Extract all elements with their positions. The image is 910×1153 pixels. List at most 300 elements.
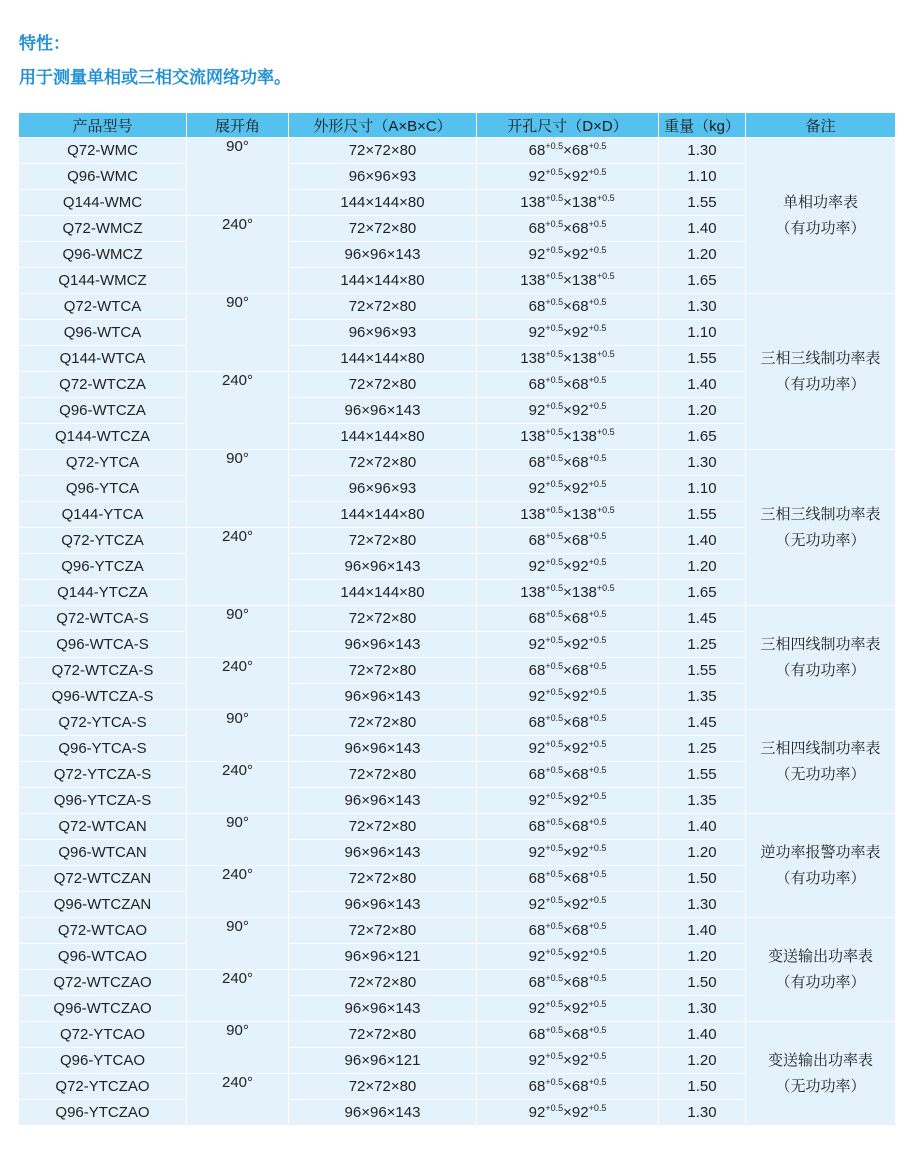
cutout-d1: 68 (528, 870, 546, 887)
cutout-d1: 68 (528, 298, 546, 315)
cutout-d2: 92 (571, 168, 589, 185)
table-row (19, 1022, 896, 1048)
model-cell: Q72-YTCA (19, 450, 187, 476)
tolerance-sup: +0.5 (588, 1025, 607, 1035)
cutout-d2: 68 (571, 376, 589, 393)
times-sign: × (563, 350, 572, 367)
cutout-d2: 138 (571, 428, 597, 445)
angle-cell: 240° (187, 658, 289, 710)
cutout-d2: 92 (571, 948, 589, 965)
dimension-cell: 72×72×80 (289, 1022, 477, 1048)
cutout-cell (477, 398, 659, 424)
model-cell: Q96-WTCZA (19, 398, 187, 424)
times-sign: × (563, 428, 572, 445)
dimension-cell: 72×72×80 (289, 528, 477, 554)
cutout-d2: 138 (571, 350, 597, 367)
angle-cell: 90° (187, 1022, 289, 1074)
model-cell: Q72-YTCZAO (19, 1074, 187, 1100)
model-cell: Q72-WTCA (19, 294, 187, 320)
model-cell: Q72-WTCAO (19, 918, 187, 944)
cutout-cell (477, 944, 659, 970)
model-cell: Q72-WTCZA (19, 372, 187, 398)
times-sign: × (563, 610, 572, 627)
note-cell (746, 1022, 896, 1126)
tolerance-sup: +0.5 (545, 323, 564, 333)
cutout-d2: 92 (571, 480, 589, 497)
weight-cell: 1.55 (659, 190, 746, 216)
angle-cell: 240° (187, 970, 289, 1022)
dimension-cell: 96×96×93 (289, 320, 477, 346)
header-angle: 展开角 (187, 113, 289, 138)
weight-cell: 1.10 (659, 476, 746, 502)
cutout-cell (477, 1100, 659, 1126)
cutout-d1: 138 (520, 194, 546, 211)
note-line: 变送输出功率表 (767, 947, 873, 965)
cutout-d2: 68 (571, 922, 589, 939)
note-cell (746, 918, 896, 1022)
cutout-cell (477, 268, 659, 294)
model-cell: Q96-YTCZA-S (19, 788, 187, 814)
times-sign: × (563, 532, 572, 549)
cutout-cell (477, 892, 659, 918)
cutout-d1: 68 (528, 714, 546, 731)
dimension-cell: 72×72×80 (289, 138, 477, 164)
times-sign: × (563, 1078, 572, 1095)
tolerance-sup: +0.5 (588, 947, 607, 957)
table-body (19, 138, 896, 1126)
note-line: （无功功率） (775, 765, 866, 783)
note-cell (746, 814, 896, 918)
dimension-cell: 72×72×80 (289, 814, 477, 840)
cutout-cell (477, 606, 659, 632)
cutout-d2: 92 (571, 896, 589, 913)
tolerance-sup: +0.5 (545, 375, 564, 385)
note-cell (746, 450, 896, 606)
weight-cell: 1.30 (659, 450, 746, 476)
cutout-cell (477, 658, 659, 684)
dimension-cell: 96×96×143 (289, 840, 477, 866)
cutout-d1: 92 (528, 246, 546, 263)
weight-cell: 1.10 (659, 320, 746, 346)
tolerance-sup: +0.5 (545, 947, 564, 957)
tolerance-sup: +0.5 (545, 193, 564, 203)
times-sign: × (563, 584, 572, 601)
cutout-cell (477, 372, 659, 398)
tolerance-sup: +0.5 (545, 245, 564, 255)
times-sign: × (563, 974, 572, 991)
cutout-d2: 92 (571, 688, 589, 705)
model-cell: Q72-WTCZAN (19, 866, 187, 892)
tolerance-sup: +0.5 (545, 843, 564, 853)
times-sign: × (563, 1052, 572, 1069)
dimension-cell: 96×96×143 (289, 1100, 477, 1126)
angle-cell: 90° (187, 138, 289, 216)
model-cell: Q96-WTCZAN (19, 892, 187, 918)
cutout-d2: 68 (571, 220, 589, 237)
weight-cell: 1.25 (659, 736, 746, 762)
note-line: （有功功率） (775, 973, 866, 991)
weight-cell: 1.55 (659, 502, 746, 528)
cutout-cell (477, 736, 659, 762)
weight-cell: 1.65 (659, 268, 746, 294)
tolerance-sup: +0.5 (588, 817, 607, 827)
cutout-cell (477, 528, 659, 554)
weight-cell: 1.40 (659, 1022, 746, 1048)
tolerance-sup: +0.5 (545, 427, 564, 437)
cutout-cell (477, 918, 659, 944)
weight-cell: 1.55 (659, 346, 746, 372)
weight-cell: 1.45 (659, 710, 746, 736)
angle-cell: 240° (187, 528, 289, 606)
cutout-d1: 68 (528, 610, 546, 627)
times-sign: × (563, 454, 572, 471)
model-cell: Q96-WTCZA-S (19, 684, 187, 710)
cutout-d1: 92 (528, 636, 546, 653)
tolerance-sup: +0.5 (545, 817, 564, 827)
cutout-d1: 92 (528, 844, 546, 861)
weight-cell: 1.50 (659, 970, 746, 996)
tolerance-sup: +0.5 (588, 791, 607, 801)
times-sign: × (563, 688, 572, 705)
tolerance-sup: +0.5 (588, 843, 607, 853)
model-cell: Q144-WTCA (19, 346, 187, 372)
dimension-cell: 96×96×143 (289, 684, 477, 710)
cutout-cell (477, 788, 659, 814)
cutout-d1: 92 (528, 948, 546, 965)
dimension-cell: 72×72×80 (289, 970, 477, 996)
tolerance-sup: +0.5 (545, 583, 564, 593)
cutout-cell (477, 138, 659, 164)
tolerance-sup: +0.5 (588, 219, 607, 229)
tolerance-sup: +0.5 (588, 921, 607, 931)
model-cell: Q72-WMCZ (19, 216, 187, 242)
weight-cell: 1.10 (659, 164, 746, 190)
note-cell (746, 606, 896, 710)
cutout-d2: 92 (571, 558, 589, 575)
dimension-cell: 96×96×93 (289, 164, 477, 190)
times-sign: × (563, 298, 572, 315)
tolerance-sup: +0.5 (588, 1103, 607, 1113)
tolerance-sup: +0.5 (588, 297, 607, 307)
tolerance-sup: +0.5 (545, 141, 564, 151)
cutout-d1: 92 (528, 688, 546, 705)
cutout-d2: 68 (571, 298, 589, 315)
weight-cell: 1.20 (659, 840, 746, 866)
note-line: （有功功率） (775, 661, 866, 679)
section-subtitle: 用于测量单相或三相交流网络功率。 (19, 68, 291, 88)
cutout-cell (477, 970, 659, 996)
model-cell: Q72-WTCZAO (19, 970, 187, 996)
dimension-cell: 72×72×80 (289, 450, 477, 476)
cutout-cell (477, 424, 659, 450)
table-row (19, 710, 896, 736)
times-sign: × (563, 766, 572, 783)
tolerance-sup: +0.5 (545, 687, 564, 697)
cutout-d1: 92 (528, 558, 546, 575)
note-line: （有功功率） (775, 219, 866, 237)
dimension-cell: 144×144×80 (289, 502, 477, 528)
cutout-cell (477, 242, 659, 268)
dimension-cell: 96×96×143 (289, 554, 477, 580)
dimension-cell: 144×144×80 (289, 424, 477, 450)
dimension-cell: 72×72×80 (289, 606, 477, 632)
weight-cell: 1.30 (659, 892, 746, 918)
cutout-cell (477, 164, 659, 190)
note-line: 三相四线制功率表 (760, 739, 881, 757)
dimension-cell: 96×96×143 (289, 892, 477, 918)
note-line: 三相三线制功率表 (760, 349, 881, 367)
cutout-d2: 138 (571, 272, 597, 289)
angle-cell: 90° (187, 710, 289, 762)
header-dimensions: 外形尺寸（A×B×C） (289, 113, 477, 138)
weight-cell: 1.20 (659, 242, 746, 268)
model-cell: Q72-YTCZA (19, 528, 187, 554)
dimension-cell: 72×72×80 (289, 866, 477, 892)
note-line: （有功功率） (775, 375, 866, 393)
tolerance-sup: +0.5 (545, 661, 564, 671)
angle-cell: 90° (187, 814, 289, 866)
dimension-cell: 72×72×80 (289, 710, 477, 736)
dimension-cell: 96×96×143 (289, 242, 477, 268)
cutout-d2: 68 (571, 454, 589, 471)
model-cell: Q72-WTCAN (19, 814, 187, 840)
tolerance-sup: +0.5 (545, 609, 564, 619)
weight-cell: 1.40 (659, 528, 746, 554)
model-cell: Q96-WTCA-S (19, 632, 187, 658)
dimension-cell: 144×144×80 (289, 190, 477, 216)
model-cell: Q144-WTCZA (19, 424, 187, 450)
tolerance-sup: +0.5 (545, 791, 564, 801)
times-sign: × (563, 558, 572, 575)
cutout-cell (477, 554, 659, 580)
angle-cell: 90° (187, 606, 289, 658)
tolerance-sup: +0.5 (545, 999, 564, 1009)
tolerance-sup: +0.5 (588, 869, 607, 879)
cutout-d2: 68 (571, 714, 589, 731)
tolerance-sup: +0.5 (588, 557, 607, 567)
model-cell: Q96-YTCAO (19, 1048, 187, 1074)
cutout-d1: 68 (528, 1078, 546, 1095)
table-row (19, 606, 896, 632)
dimension-cell: 144×144×80 (289, 346, 477, 372)
times-sign: × (563, 272, 572, 289)
tolerance-sup: +0.5 (588, 245, 607, 255)
weight-cell: 1.65 (659, 580, 746, 606)
tolerance-sup: +0.5 (545, 505, 564, 515)
cutout-cell (477, 346, 659, 372)
times-sign: × (563, 506, 572, 523)
tolerance-sup: +0.5 (588, 479, 607, 489)
tolerance-sup: +0.5 (545, 349, 564, 359)
cutout-d1: 92 (528, 402, 546, 419)
tolerance-sup: +0.5 (588, 401, 607, 411)
tolerance-sup: +0.5 (545, 167, 564, 177)
weight-cell: 1.45 (659, 606, 746, 632)
table-row (19, 918, 896, 944)
dimension-cell: 96×96×121 (289, 944, 477, 970)
table-header-row (19, 113, 896, 138)
note-line: 变送输出功率表 (767, 1051, 873, 1069)
dimension-cell: 72×72×80 (289, 918, 477, 944)
cutout-d1: 68 (528, 220, 546, 237)
note-cell (746, 710, 896, 814)
weight-cell: 1.40 (659, 918, 746, 944)
cutout-cell (477, 1048, 659, 1074)
tolerance-sup: +0.5 (545, 401, 564, 411)
cutout-d2: 68 (571, 818, 589, 835)
model-cell: Q144-YTCZA (19, 580, 187, 606)
dimension-cell: 72×72×80 (289, 216, 477, 242)
tolerance-sup: +0.5 (588, 167, 607, 177)
angle-cell: 90° (187, 294, 289, 372)
cutout-cell (477, 814, 659, 840)
weight-cell: 1.50 (659, 1074, 746, 1100)
tolerance-sup: +0.5 (545, 765, 564, 775)
note-line: 三相三线制功率表 (760, 505, 881, 523)
note-line: 逆功率报警功率表 (760, 843, 881, 861)
tolerance-sup: +0.5 (596, 349, 615, 359)
cutout-d1: 68 (528, 376, 546, 393)
table-row (19, 138, 896, 164)
cutout-d2: 92 (571, 1052, 589, 1069)
cutout-d1: 68 (528, 818, 546, 835)
cutout-d1: 68 (528, 532, 546, 549)
table-row (19, 450, 896, 476)
cutout-cell (477, 320, 659, 346)
cutout-d2: 68 (571, 870, 589, 887)
weight-cell: 1.35 (659, 788, 746, 814)
cutout-cell (477, 996, 659, 1022)
model-cell: Q72-YTCAO (19, 1022, 187, 1048)
model-cell: Q96-WMCZ (19, 242, 187, 268)
tolerance-sup: +0.5 (588, 141, 607, 151)
spec-table (18, 112, 896, 1126)
cutout-d1: 92 (528, 1000, 546, 1017)
dimension-cell: 144×144×80 (289, 580, 477, 606)
header-note: 备注 (746, 113, 896, 138)
weight-cell: 1.40 (659, 216, 746, 242)
tolerance-sup: +0.5 (545, 739, 564, 749)
angle-cell: 240° (187, 1074, 289, 1126)
cutout-d1: 138 (520, 506, 546, 523)
times-sign: × (563, 948, 572, 965)
cutout-d1: 92 (528, 896, 546, 913)
angle-cell: 240° (187, 372, 289, 450)
cutout-cell (477, 450, 659, 476)
dimension-cell: 96×96×121 (289, 1048, 477, 1074)
cutout-d1: 92 (528, 324, 546, 341)
tolerance-sup: +0.5 (596, 271, 615, 281)
cutout-d2: 138 (571, 194, 597, 211)
tolerance-sup: +0.5 (545, 1025, 564, 1035)
tolerance-sup: +0.5 (545, 713, 564, 723)
cutout-d1: 138 (520, 428, 546, 445)
cutout-d1: 92 (528, 168, 546, 185)
model-cell: Q96-YTCA-S (19, 736, 187, 762)
times-sign: × (563, 844, 572, 861)
cutout-cell (477, 710, 659, 736)
dimension-cell: 72×72×80 (289, 658, 477, 684)
note-cell (746, 294, 896, 450)
dimension-cell: 144×144×80 (289, 268, 477, 294)
cutout-d1: 92 (528, 1104, 546, 1121)
header-weight: 重量（kg） (659, 113, 746, 138)
times-sign: × (563, 792, 572, 809)
model-cell: Q96-WTCA (19, 320, 187, 346)
angle-cell: 90° (187, 918, 289, 970)
dimension-cell: 96×96×143 (289, 788, 477, 814)
cutout-d2: 138 (571, 584, 597, 601)
weight-cell: 1.65 (659, 424, 746, 450)
times-sign: × (563, 480, 572, 497)
times-sign: × (563, 818, 572, 835)
cutout-d2: 92 (571, 1000, 589, 1017)
tolerance-sup: +0.5 (588, 973, 607, 983)
tolerance-sup: +0.5 (588, 531, 607, 541)
tolerance-sup: +0.5 (588, 453, 607, 463)
times-sign: × (563, 1104, 572, 1121)
cutout-d1: 138 (520, 272, 546, 289)
tolerance-sup: +0.5 (545, 869, 564, 879)
cutout-d2: 138 (571, 506, 597, 523)
cutout-cell (477, 476, 659, 502)
tolerance-sup: +0.5 (545, 531, 564, 541)
cutout-d2: 92 (571, 324, 589, 341)
times-sign: × (563, 194, 572, 211)
tolerance-sup: +0.5 (545, 1077, 564, 1087)
model-cell: Q72-WTCZA-S (19, 658, 187, 684)
model-cell: Q72-YTCZA-S (19, 762, 187, 788)
model-cell: Q72-WMC (19, 138, 187, 164)
model-cell: Q96-YTCZA (19, 554, 187, 580)
tolerance-sup: +0.5 (588, 323, 607, 333)
tolerance-sup: +0.5 (588, 1077, 607, 1087)
model-cell: Q72-YTCA-S (19, 710, 187, 736)
cutout-d2: 92 (571, 246, 589, 263)
weight-cell: 1.20 (659, 398, 746, 424)
cutout-d1: 138 (520, 350, 546, 367)
angle-cell: 240° (187, 866, 289, 918)
table-row (19, 814, 896, 840)
tolerance-sup: +0.5 (545, 453, 564, 463)
tolerance-sup: +0.5 (588, 999, 607, 1009)
model-cell: Q96-WTCZAO (19, 996, 187, 1022)
cutout-d2: 92 (571, 636, 589, 653)
angle-cell: 240° (187, 762, 289, 814)
tolerance-sup: +0.5 (588, 765, 607, 775)
cutout-d2: 68 (571, 142, 589, 159)
cutout-d2: 92 (571, 740, 589, 757)
dimension-cell: 72×72×80 (289, 294, 477, 320)
tolerance-sup: +0.5 (596, 505, 615, 515)
tolerance-sup: +0.5 (545, 219, 564, 229)
tolerance-sup: +0.5 (545, 1051, 564, 1061)
tolerance-sup: +0.5 (588, 895, 607, 905)
weight-cell: 1.55 (659, 658, 746, 684)
header-cutout: 开孔尺寸（D×D） (477, 113, 659, 138)
tolerance-sup: +0.5 (588, 375, 607, 385)
tolerance-sup: +0.5 (545, 297, 564, 307)
times-sign: × (563, 402, 572, 419)
tolerance-sup: +0.5 (545, 1103, 564, 1113)
tolerance-sup: +0.5 (545, 635, 564, 645)
dimension-cell: 96×96×143 (289, 632, 477, 658)
times-sign: × (563, 168, 572, 185)
cutout-cell (477, 866, 659, 892)
cutout-cell (477, 294, 659, 320)
tolerance-sup: +0.5 (545, 895, 564, 905)
note-line: 三相四线制功率表 (760, 635, 881, 653)
